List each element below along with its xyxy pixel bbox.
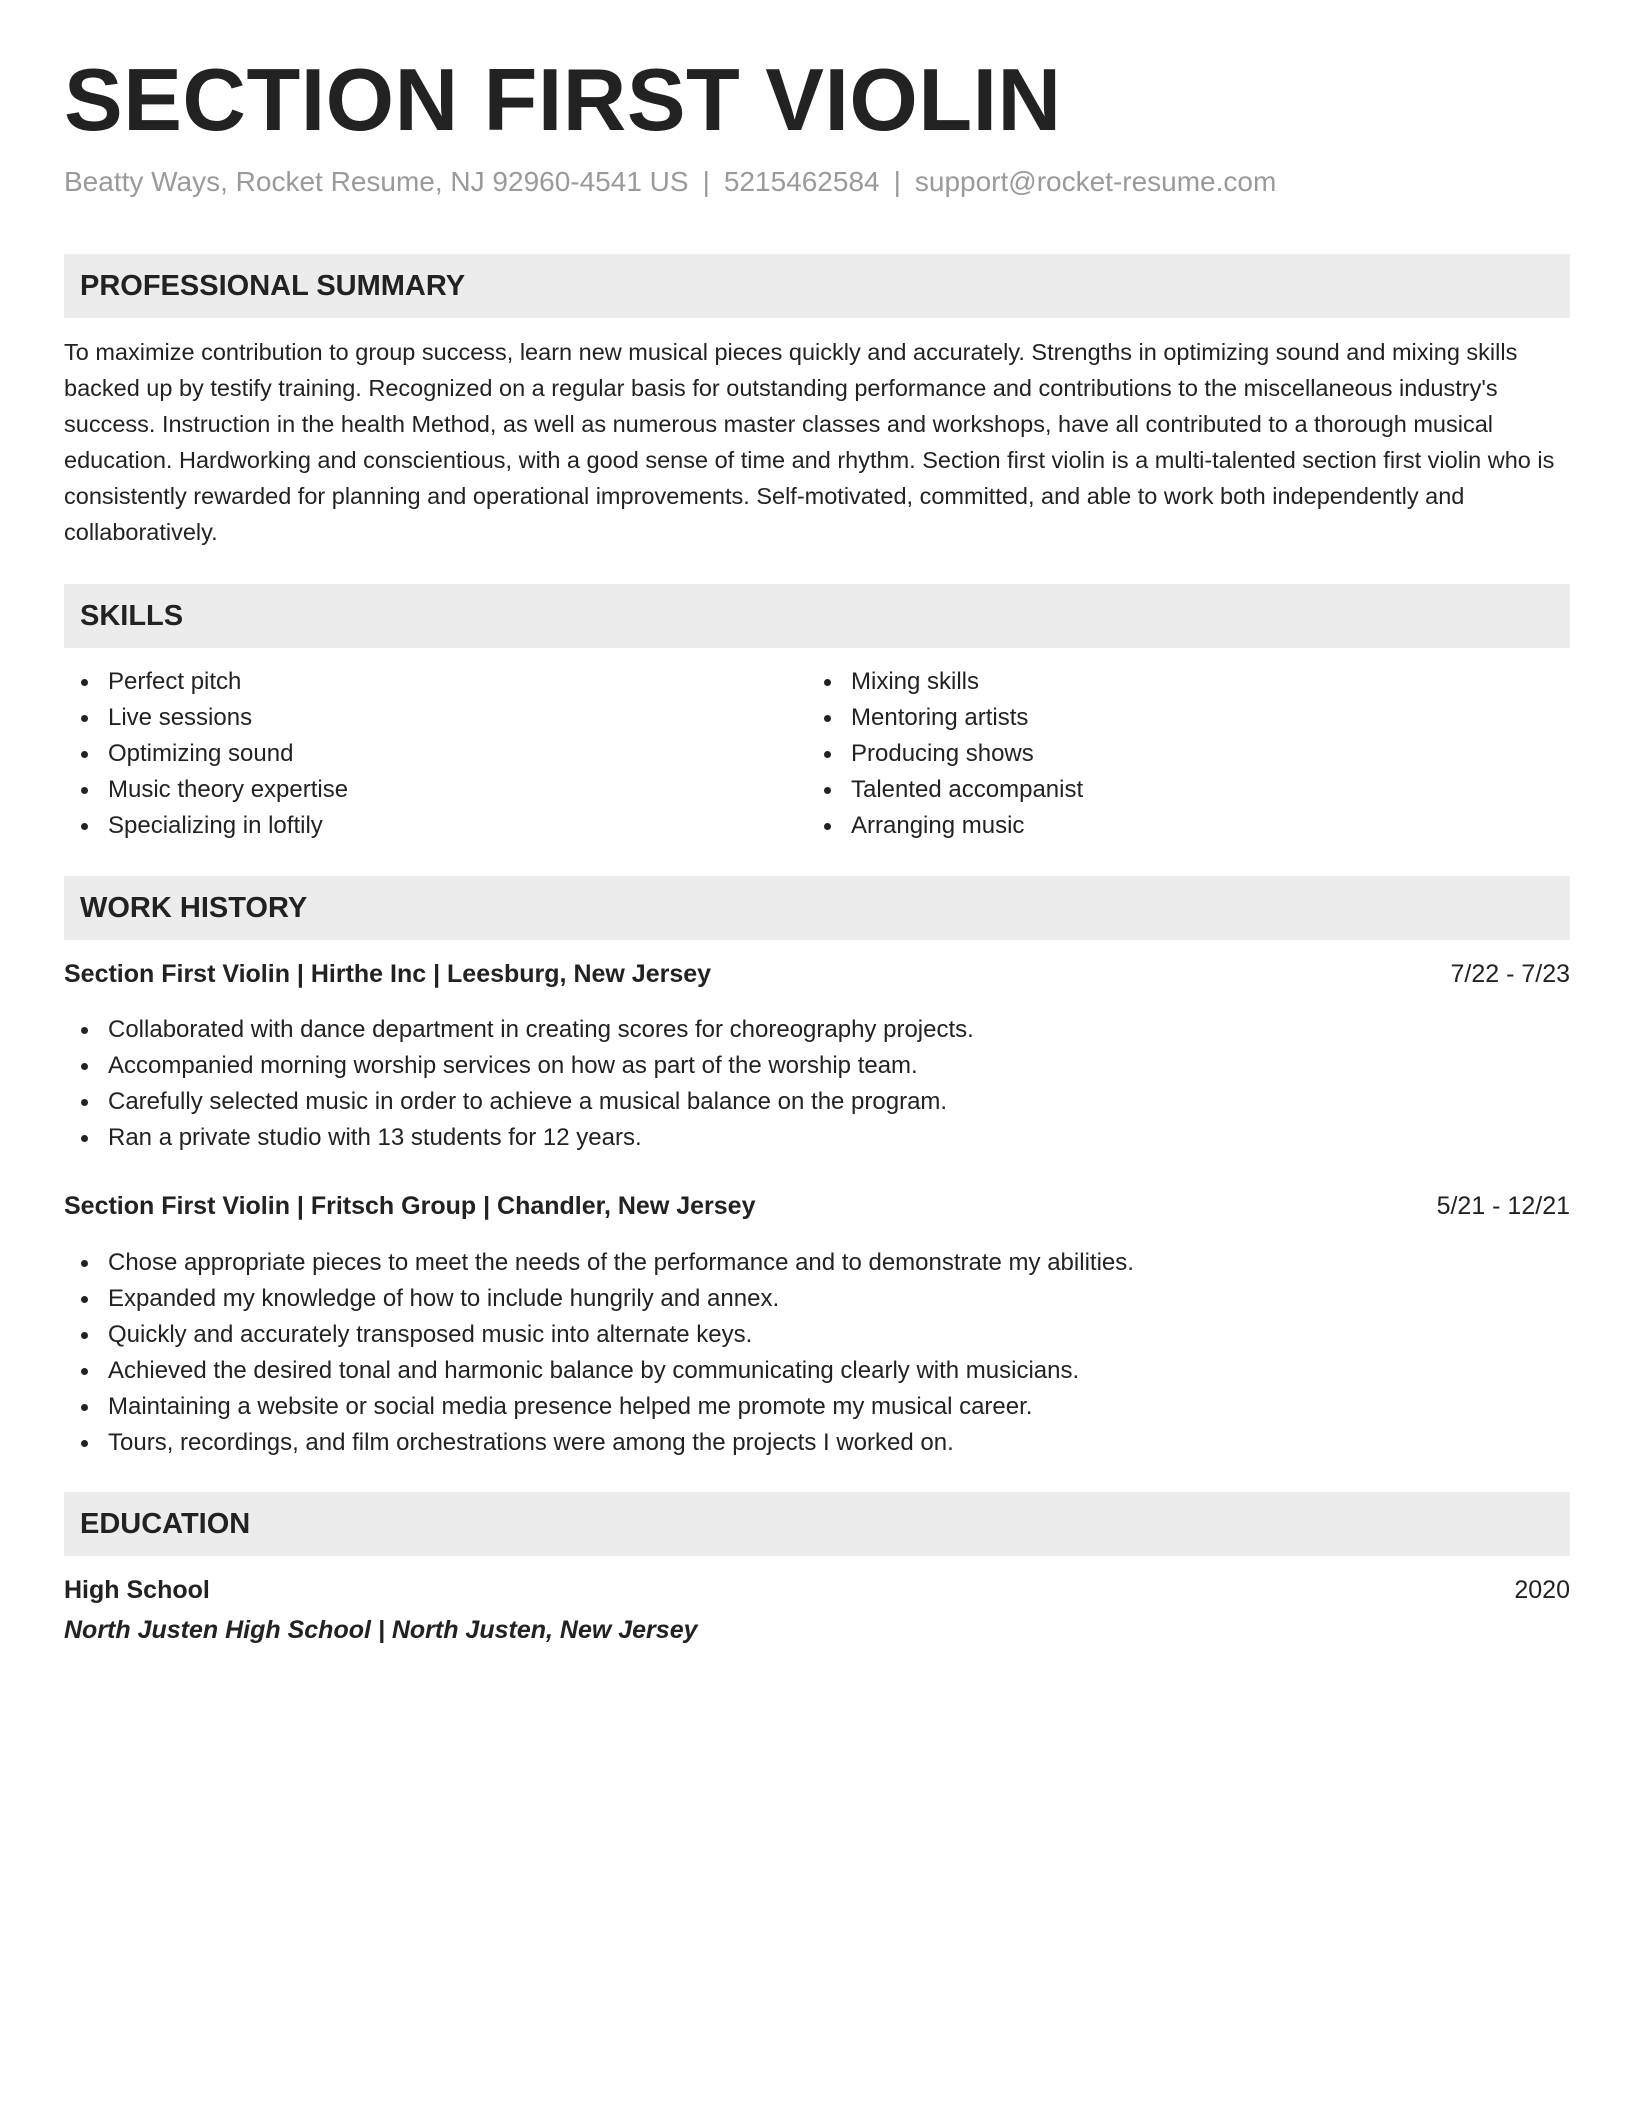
phone: 5215462584 [723, 166, 880, 197]
skills-list-right [807, 664, 1083, 844]
education-year: 2020 [1514, 1576, 1570, 1604]
summary-text: To maximize contribution to group success, learn new musical pieces quickly and accurately. Strengths in optimizing sound and mixing skills backed up by testify training. Recognized on a regular basis for outstanding performance and contributions to the miscellaneous industry's success. Instruction in the health Method, as well as numerous master classes and workshops, have all contributed to a thorough musical education. Hardworking and conscientious, with a good sense of time and rhythm. Section first violin is a multi-talented section first violin who is consistently rewarded for planning and operational improvements. Self-motivated, committed, and able to work both independently and collaboratively. [64, 339, 1555, 545]
skills-section-header [64, 584, 1570, 648]
job-bullets [64, 1245, 1134, 1461]
job-title: Section First Violin | Fritsch Group | Chandler, New Jersey [64, 1192, 756, 1220]
skills-heading: SKILLS [80, 600, 184, 632]
job-bullet: Carefully selected music in order to achieve a musical balance on the program. [64, 1084, 974, 1120]
address: Beatty Ways, Rocket Resume, NJ 92960-4541 US [64, 166, 689, 197]
job-bullet: Maintaining a website or social media presence helped me promote my musical career. [64, 1389, 1134, 1425]
job-dates: 5/21 - 12/21 [1436, 1192, 1570, 1220]
skill-item: Perfect pitch [64, 664, 348, 700]
contact-line [64, 168, 1276, 196]
job-dates: 7/22 - 7/23 [1450, 960, 1570, 988]
work-heading: WORK HISTORY [80, 892, 308, 924]
skill-item: Arranging music [807, 808, 1083, 844]
skill-item: Mixing skills [807, 664, 1083, 700]
job-bullet: Expanded my knowledge of how to include hungrily and annex. [64, 1281, 1134, 1317]
skill-item: Talented accompanist [807, 772, 1083, 808]
education-section-header [64, 1492, 1570, 1556]
job-bullets [64, 1012, 974, 1156]
job-bullet: Collaborated with dance department in creating scores for choreography projects. [64, 1012, 974, 1048]
education-header [64, 1574, 1570, 1610]
job-header [64, 1190, 1570, 1226]
work-section-header [64, 876, 1570, 940]
candidate-name: SECTION FIRST VIOLIN [64, 50, 1062, 149]
education-school: North Justen High School | North Justen, New Jersey [64, 1616, 698, 1644]
job-bullet: Accompanied morning worship services on how as part of the worship team. [64, 1048, 974, 1084]
education-degree: High School [64, 1576, 210, 1604]
summary-section-header [64, 254, 1570, 318]
email: support@rocket-resume.com [914, 166, 1277, 197]
skill-item: Specializing in loftily [64, 808, 348, 844]
job-bullet: Tours, recordings, and film orchestrations were among the projects I worked on. [64, 1425, 1134, 1461]
skill-item: Mentoring artists [807, 700, 1083, 736]
summary-heading: PROFESSIONAL SUMMARY [80, 270, 466, 302]
skills-list-left [64, 664, 348, 844]
contact-separator: | [702, 166, 710, 197]
education-heading: EDUCATION [80, 1508, 251, 1540]
skill-item: Producing shows [807, 736, 1083, 772]
job-bullet: Ran a private studio with 13 students for 12 years. [64, 1120, 974, 1156]
contact-separator: | [893, 166, 901, 197]
job-header [64, 958, 1570, 994]
skill-item: Optimizing sound [64, 736, 348, 772]
job-bullet: Chose appropriate pieces to meet the needs of the performance and to demonstrate my abilities. [64, 1245, 1134, 1281]
job-bullet: Achieved the desired tonal and harmonic balance by communicating clearly with musicians. [64, 1353, 1134, 1389]
skill-item: Live sessions [64, 700, 348, 736]
job-bullet: Quickly and accurately transposed music into alternate keys. [64, 1317, 1134, 1353]
skill-item: Music theory expertise [64, 772, 348, 808]
job-title: Section First Violin | Hirthe Inc | Leesburg, New Jersey [64, 960, 712, 988]
